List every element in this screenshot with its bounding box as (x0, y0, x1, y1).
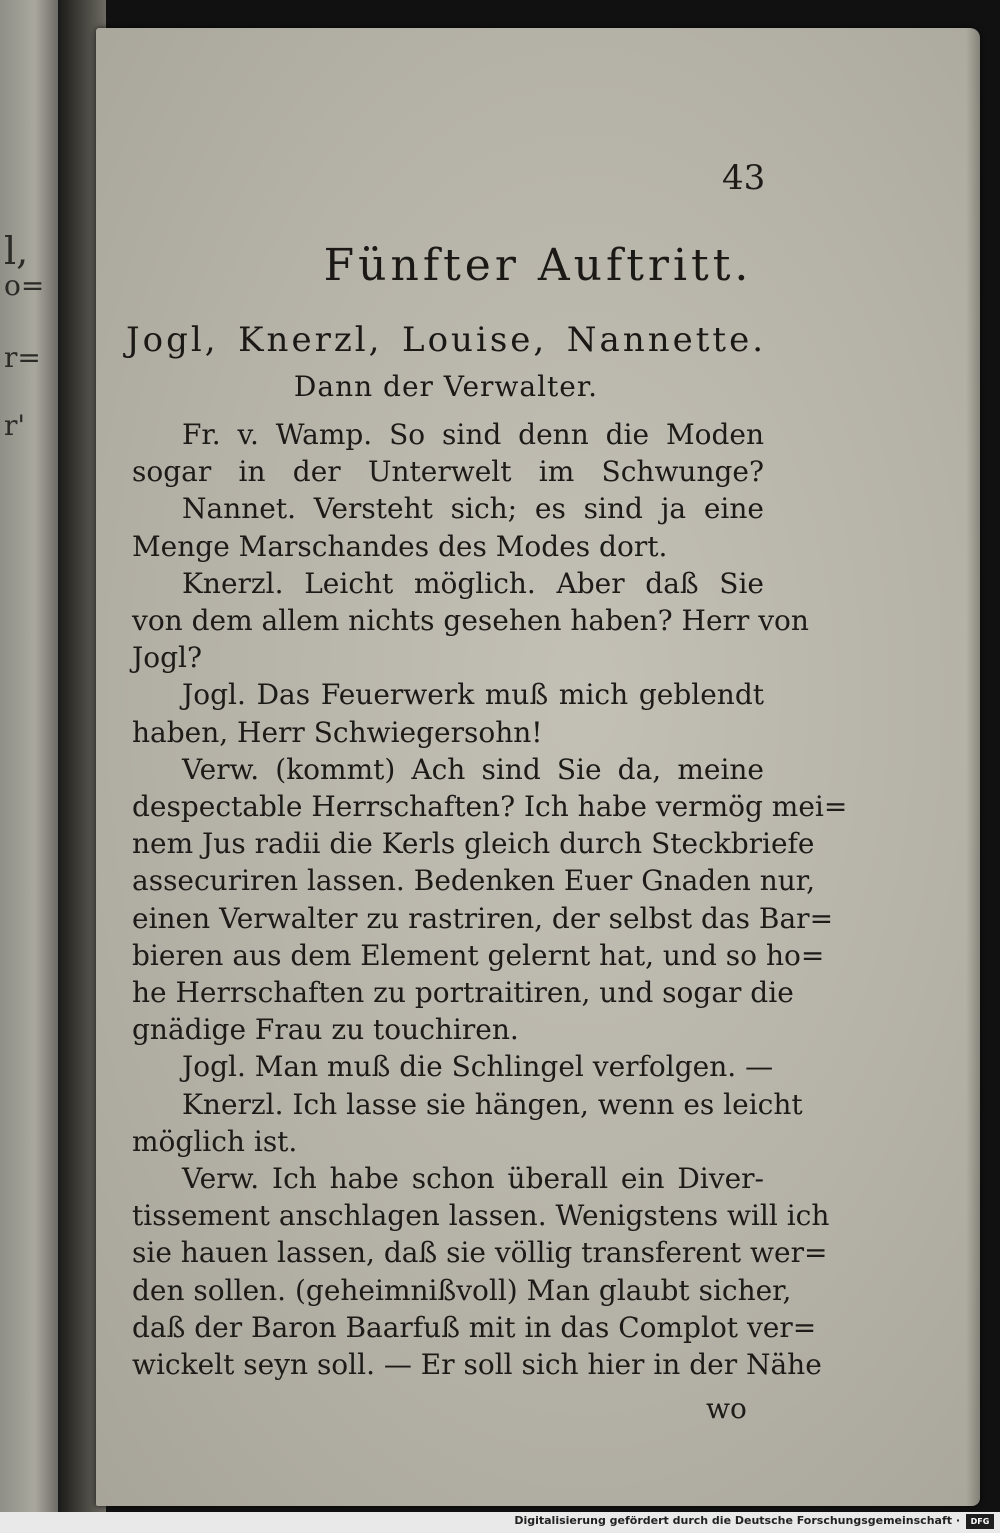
text-line: Menge Marschandes des Modes dort. (132, 529, 668, 563)
text-line: bieren aus dem Element gelernt hat, und so ho= (132, 938, 825, 972)
text-line: sie hauen lassen, daß sie völlig transferent wer= (132, 1236, 828, 1270)
text-line: tissement anschlagen lassen. Wenigstens will ich (132, 1199, 830, 1233)
text-line: he Herrschaften zu portraitiren, und sogar die (132, 976, 794, 1010)
digitization-footer (0, 1512, 1000, 1533)
text-line: assecuriren lassen. Bedenken Euer Gnaden nur, (132, 864, 816, 898)
text-line: sogar in der Unterwelt im Schwunge? (132, 455, 764, 489)
text-line: Jogl. Das Feuerwerk muß mich geblendt (182, 678, 764, 712)
text-line: despectable Herrschaften? Ich habe vermög mei= (132, 790, 848, 824)
page-number: 43 (722, 158, 766, 198)
facing-page-fragment: o= (4, 269, 45, 302)
text-line: von dem allem nichts gesehen haben? Herr von (132, 604, 809, 638)
text-line: gnädige Frau zu touchiren. (132, 1013, 519, 1047)
book-page (96, 28, 980, 1506)
cast-list-addition: Dann der Verwalter. (293, 370, 599, 403)
text-line: den sollen. (geheimnißvoll) Man glaubt sicher, (132, 1273, 792, 1307)
cast-list: Jogl, Knerzl, Louise, Nannette. (126, 320, 766, 360)
facing-page-fragment: r' (4, 409, 26, 442)
text-line: haben, Herr Schwiegersohn! (132, 715, 543, 749)
text-line: daß der Baron Baarfuß mit in das Complot ver= (132, 1310, 817, 1344)
funding-notice: Digitalisierung gefördert durch die Deutsche Forschungsgemeinschaft · (514, 1514, 960, 1527)
text-line: Jogl? (132, 641, 202, 675)
facing-page-fragment: l, (4, 229, 29, 273)
text-line: Nannet. Versteht sich; es sind ja eine (182, 492, 764, 526)
text-line: Knerzl. Ich lasse sie hängen, wenn es leicht (182, 1087, 803, 1121)
text-line: Jogl. Man muß die Schlingel verfolgen. — (182, 1050, 774, 1084)
facing-page-fragment: r= (4, 341, 41, 374)
text-line: Knerzl. Leicht möglich. Aber daß Sie (182, 566, 764, 600)
dialogue-text (132, 416, 848, 1383)
facing-page (0, 0, 58, 1533)
text-line: wickelt seyn soll. — Er soll sich hier in der Nähe (132, 1348, 822, 1382)
text-line: einen Verwalter zu rastriren, der selbst das Bar= (132, 901, 834, 935)
catchword: wo (706, 1392, 747, 1425)
text-line: Fr. v. Wamp. So sind denn die Moden (182, 418, 764, 451)
text-line: Verw. (kommt) Ach sind Sie da, meine (182, 752, 764, 786)
scene-heading: Fünfter Auftritt. (323, 240, 753, 291)
dfg-logo: DFG (966, 1514, 994, 1529)
text-line: möglich ist. (132, 1124, 298, 1158)
text-line: Verw. Ich habe schon überall ein Diver- (182, 1162, 764, 1196)
text-line: nem Jus radii die Kerls gleich durch Steckbriefe (132, 827, 815, 861)
